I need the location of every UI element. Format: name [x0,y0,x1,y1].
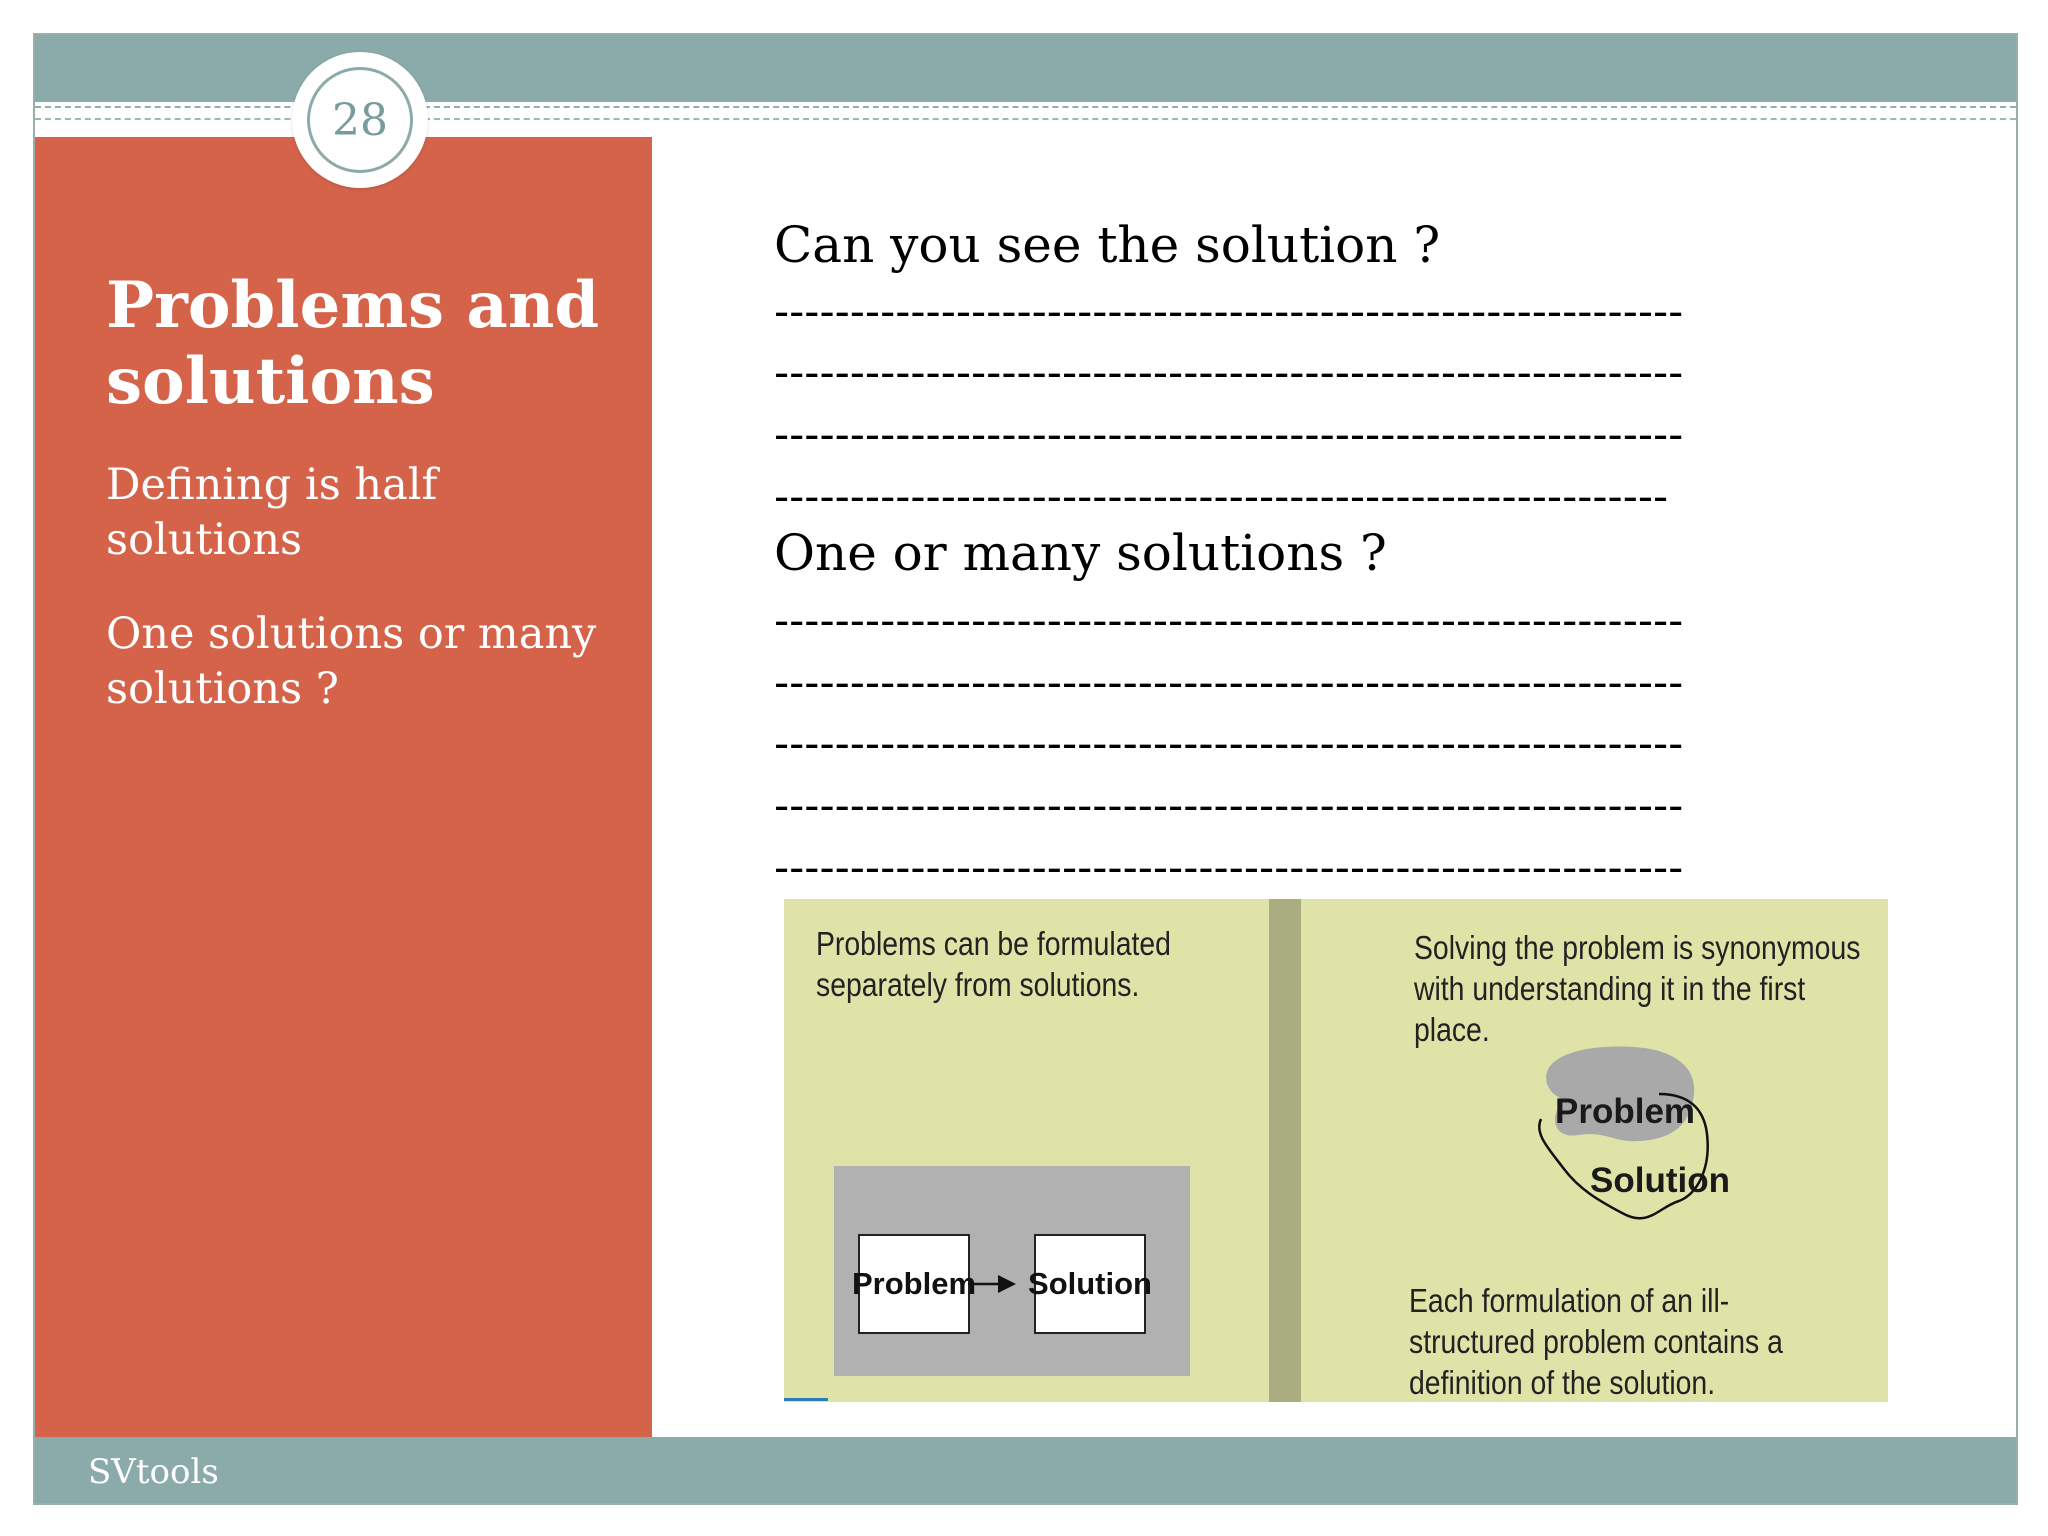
figure-bottom-caption: Each formulation of an ill-structured problem contains a definition of the solution. [1409,1282,1783,1401]
section-title: Problems and solutions [106,268,600,419]
figure-right-caption: Solving the problem is synonymous with understanding it in the first place. [1414,929,1861,1048]
blob-solution-label: Solution [1590,1161,1730,1200]
answer-line: ------------------------------------------------------------ [774,843,1684,892]
answer-line: ----------------------------------------------------------- [774,472,1669,521]
answer-line: ------------------------------------------------------------ [774,410,1684,459]
question-1: Can you see the solution ? [774,216,1441,274]
answer-line: ------------------------------------------------------------ [774,719,1684,768]
figure-divider [1269,899,1301,1402]
left-bullet-2: One solutions or many solutions ? [106,609,597,714]
solution-box: Solution [1034,1234,1146,1334]
slide-number-badge [292,52,428,188]
left-bullet-1: Defining is half solutions [106,460,438,565]
figure-left-caption: Problems can be formulated separately from solutions. [816,925,1171,1003]
blob-problem-label: Problem [1555,1092,1696,1131]
answer-line: ------------------------------------------------------------ [774,658,1684,707]
arrow-right-icon [968,1269,1030,1299]
footer-label: SVtools [88,1452,219,1492]
answer-line: ------------------------------------------------------------ [774,287,1684,336]
slide-number: 28 [307,67,413,173]
question-2: One or many solutions ? [774,524,1387,582]
footer-band [35,1437,2016,1503]
problem-solution-figure [784,899,1888,1402]
answer-line: ------------------------------------------------------------ [774,348,1684,397]
figure-corner-mark [784,1398,828,1401]
answer-line: ------------------------------------------------------------ [774,596,1684,645]
problem-box: Problem [858,1234,970,1334]
answer-line: ------------------------------------------------------------ [774,781,1684,830]
